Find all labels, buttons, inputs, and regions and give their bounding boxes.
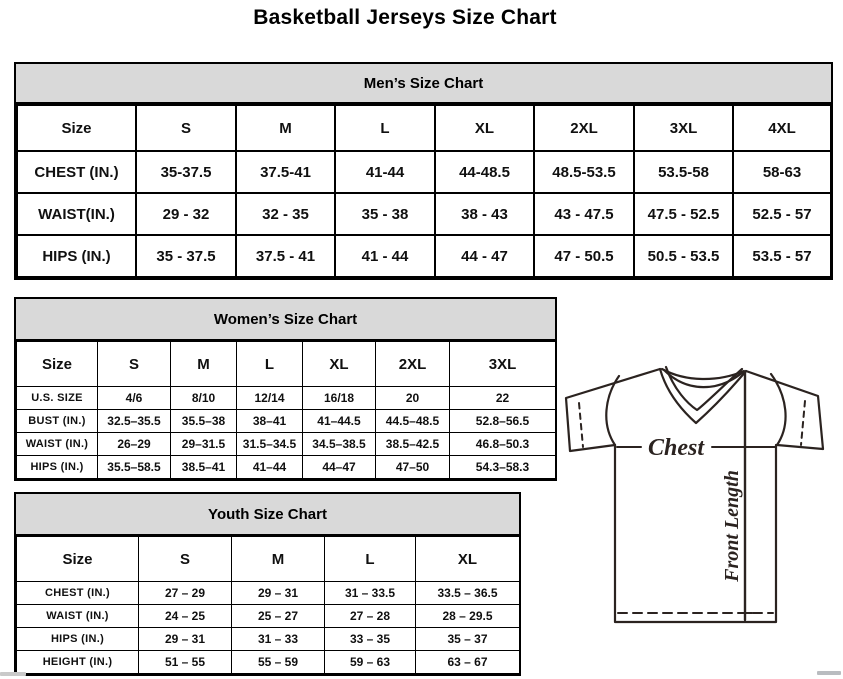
column-header: Size: [17, 105, 136, 151]
left-sleeve: [566, 369, 660, 451]
size-cell: 51 – 55: [139, 651, 232, 674]
table-row: [17, 387, 556, 410]
size-cell: 55 – 59: [232, 651, 325, 674]
size-cell: 43 - 47.5: [534, 193, 634, 235]
front-length-measurement-label: Front Length: [721, 470, 743, 582]
size-cell: 26–29: [98, 433, 171, 456]
size-cell: 22: [450, 387, 556, 410]
mens-size-table: [14, 62, 833, 280]
size-cell: 32.5–35.5: [98, 410, 171, 433]
size-cell: 52.5 - 57: [733, 193, 831, 235]
horizontal-scrollbar-right-piece[interactable]: [817, 671, 841, 675]
size-cell: 63 – 67: [416, 651, 520, 674]
column-header: 2XL: [376, 342, 450, 387]
row-label: CHEST (IN.): [17, 582, 139, 605]
column-header: XL: [416, 537, 520, 582]
column-header: L: [237, 342, 303, 387]
row-label: HEIGHT (IN.): [17, 651, 139, 674]
row-label: U.S. SIZE: [17, 387, 98, 410]
chest-measurement-label: Chest: [647, 435, 705, 461]
size-cell: 28 – 29.5: [416, 605, 520, 628]
size-cell: 47.5 - 52.5: [634, 193, 733, 235]
size-cell: 44.5–48.5: [376, 410, 450, 433]
size-cell: 44-48.5: [435, 151, 534, 193]
table-row: [17, 582, 520, 605]
table-row: [17, 628, 520, 651]
row-label: WAIST(IN.): [17, 193, 136, 235]
column-header: 4XL: [733, 105, 831, 151]
table-title: Men’s Size Chart: [16, 64, 831, 104]
column-header: S: [136, 105, 236, 151]
column-header: L: [335, 105, 435, 151]
size-cell: 31 – 33.5: [325, 582, 416, 605]
right-cuff-dashed-line: [801, 401, 805, 445]
column-header: M: [232, 537, 325, 582]
column-header: XL: [303, 342, 376, 387]
row-label: HIPS (IN.): [17, 628, 139, 651]
table-row: [17, 151, 831, 193]
column-header: S: [98, 342, 171, 387]
horizontal-scrollbar-left-piece[interactable]: [0, 672, 26, 676]
size-cell: 38 - 43: [435, 193, 534, 235]
size-cell: 29–31.5: [171, 433, 237, 456]
column-header: S: [139, 537, 232, 582]
size-cell: 29 - 32: [136, 193, 236, 235]
size-cell: 48.5-53.5: [534, 151, 634, 193]
left-cuff-dashed-line: [579, 403, 583, 447]
size-cell: 47–50: [376, 456, 450, 479]
size-cell: 46.8–50.3: [450, 433, 556, 456]
size-cell: 27 – 28: [325, 605, 416, 628]
table-row: [17, 410, 556, 433]
size-cell: 33 – 35: [325, 628, 416, 651]
column-header: M: [171, 342, 237, 387]
size-cell: 35 – 37: [416, 628, 520, 651]
size-cell: 38–41: [237, 410, 303, 433]
size-cell: 47 - 50.5: [534, 235, 634, 277]
womens-size-table: [14, 297, 557, 481]
size-cell: 32 - 35: [236, 193, 335, 235]
row-label: HIPS (IN.): [17, 456, 98, 479]
size-cell: 41 - 44: [335, 235, 435, 277]
size-cell: 8/10: [171, 387, 237, 410]
size-cell: 33.5 – 36.5: [416, 582, 520, 605]
page-title: Basketball Jerseys Size Chart: [253, 6, 557, 29]
table-row: [17, 456, 556, 479]
size-cell: 41-44: [335, 151, 435, 193]
row-label: WAIST (IN.): [17, 433, 98, 456]
column-header: 3XL: [450, 342, 556, 387]
size-cell: 37.5-41: [236, 151, 335, 193]
size-cell: 4/6: [98, 387, 171, 410]
size-cell: 53.5-58: [634, 151, 733, 193]
jersey-body: [615, 445, 776, 622]
size-cell: 16/18: [303, 387, 376, 410]
column-header: Size: [17, 537, 139, 582]
jersey-measurement-diagram: [556, 360, 843, 652]
size-cell: 29 – 31: [139, 628, 232, 651]
size-cell: 35.5–58.5: [98, 456, 171, 479]
size-cell: 35-37.5: [136, 151, 236, 193]
column-header: L: [325, 537, 416, 582]
size-cell: 24 – 25: [139, 605, 232, 628]
column-header: M: [236, 105, 335, 151]
table-row: [17, 235, 831, 277]
size-cell: 44 - 47: [435, 235, 534, 277]
left-armhole-seam: [606, 376, 619, 445]
size-cell: 44–47: [303, 456, 376, 479]
column-header: XL: [435, 105, 534, 151]
column-header: Size: [17, 342, 98, 387]
size-cell: 38.5–41: [171, 456, 237, 479]
size-cell: 34.5–38.5: [303, 433, 376, 456]
row-label: CHEST (IN.): [17, 151, 136, 193]
size-cell: 41–44.5: [303, 410, 376, 433]
size-cell: 50.5 - 53.5: [634, 235, 733, 277]
size-cell: 59 – 63: [325, 651, 416, 674]
table-title: Youth Size Chart: [16, 494, 519, 536]
column-header: 3XL: [634, 105, 733, 151]
size-cell: 38.5–42.5: [376, 433, 450, 456]
size-cell: 31 – 33: [232, 628, 325, 651]
size-cell: 20: [376, 387, 450, 410]
row-label: BUST (IN.): [17, 410, 98, 433]
size-cell: 27 – 29: [139, 582, 232, 605]
size-cell: 58-63: [733, 151, 831, 193]
youth-size-table: [14, 492, 521, 676]
size-cell: 53.5 - 57: [733, 235, 831, 277]
size-cell: 37.5 - 41: [236, 235, 335, 277]
table-row: [17, 605, 520, 628]
size-cell: 54.3–58.3: [450, 456, 556, 479]
jersey-outline-drawing: [556, 360, 843, 652]
table-row: [17, 433, 556, 456]
row-label: HIPS (IN.): [17, 235, 136, 277]
table-row: [17, 651, 520, 674]
size-cell: 35.5–38: [171, 410, 237, 433]
size-cell: 12/14: [237, 387, 303, 410]
size-cell: 29 – 31: [232, 582, 325, 605]
column-header: 2XL: [534, 105, 634, 151]
size-cell: 25 – 27: [232, 605, 325, 628]
size-cell: 35 - 37.5: [136, 235, 236, 277]
table-title: Women’s Size Chart: [16, 299, 555, 341]
size-cell: 35 - 38: [335, 193, 435, 235]
row-label: WAIST (IN.): [17, 605, 139, 628]
table-row: [17, 193, 831, 235]
size-cell: 41–44: [237, 456, 303, 479]
size-cell: 31.5–34.5: [237, 433, 303, 456]
size-cell: 52.8–56.5: [450, 410, 556, 433]
